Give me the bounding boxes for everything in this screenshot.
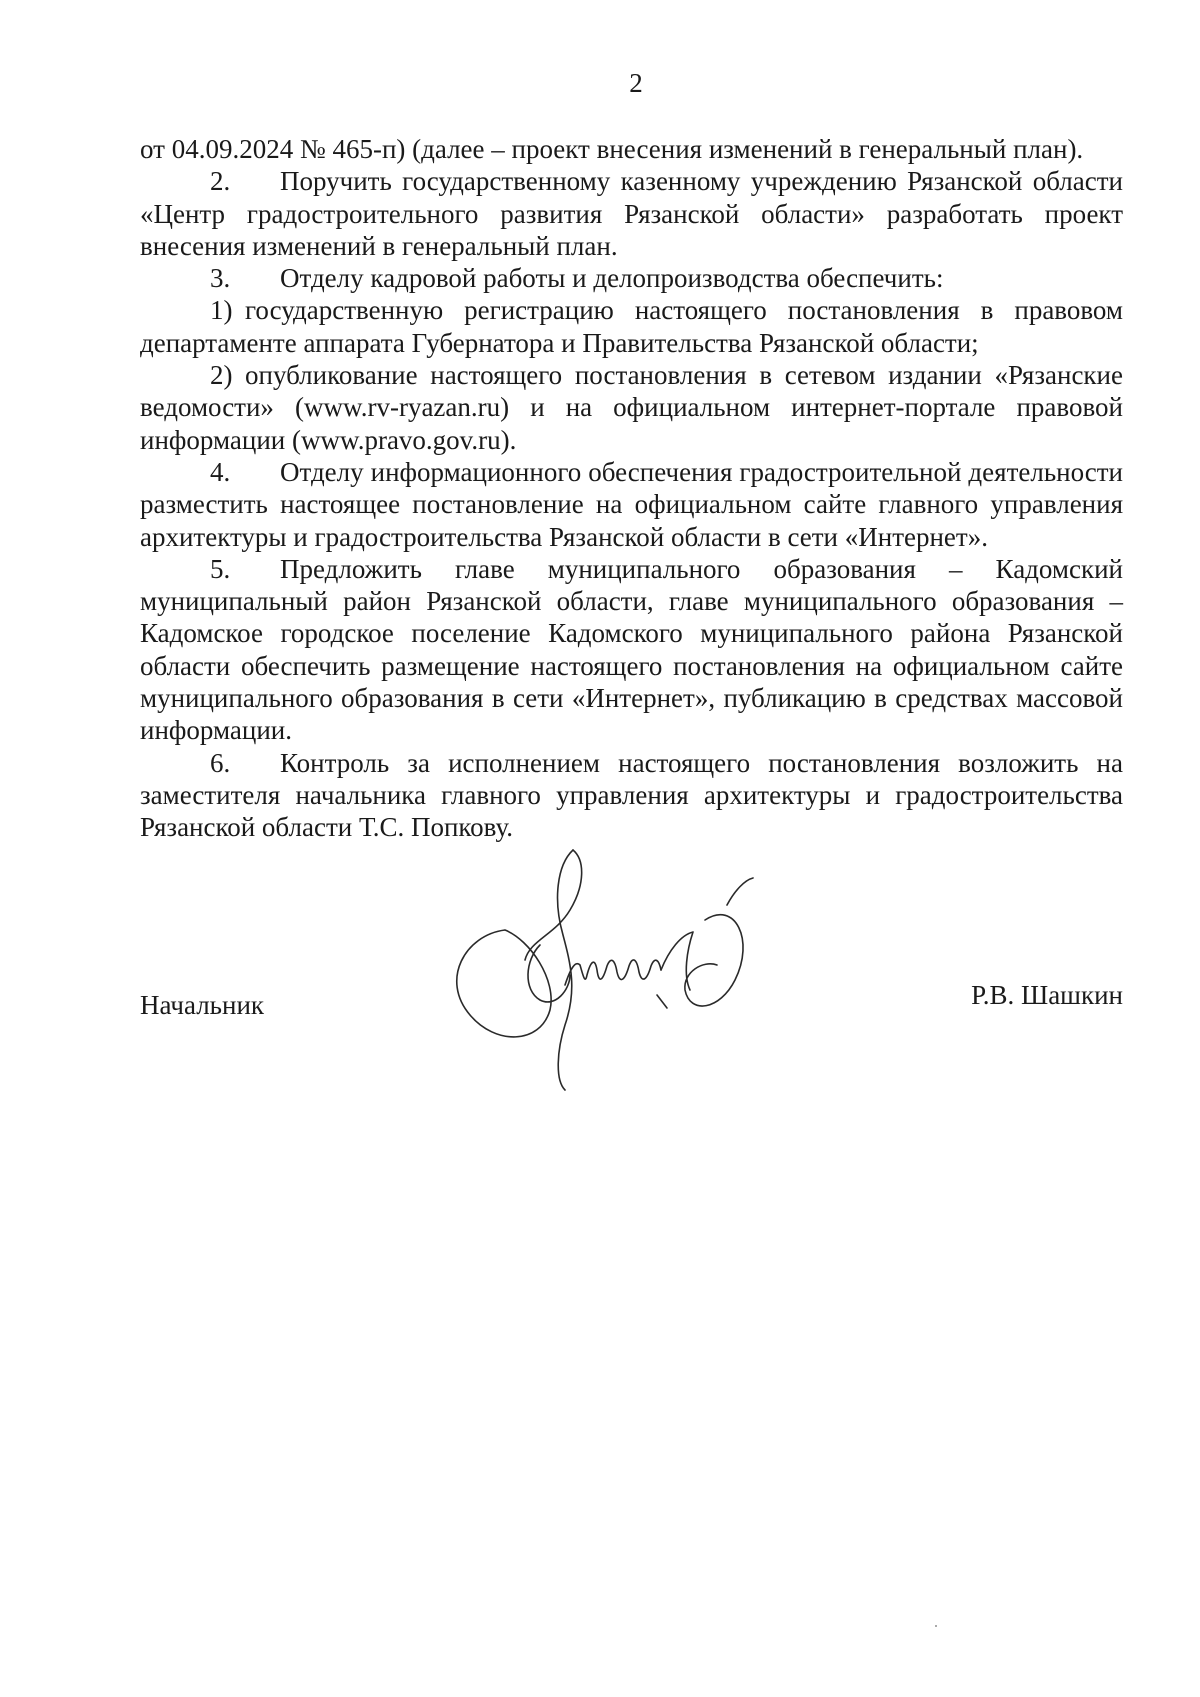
page-number: 2: [629, 68, 643, 98]
paragraph-3-number: 3.: [210, 263, 231, 294]
paragraph-3: [140, 262, 1123, 294]
paragraph-4-text: Отделу информационного обеспечения градостроительной деятельности разместить настоящее постановление на официальном сайте главного управления архитектуры и градостроительства Рязанской области в сети «Интернет».: [140, 456, 1123, 552]
signatory-name: Р.В. Шашкин: [971, 980, 1123, 1010]
paragraph-3-2: [140, 359, 1123, 456]
paragraph-3-1-text: государственную регистрацию настоящего постановления в правовом департаменте аппарата Губернатора и Правительства Рязанской области;: [140, 295, 1123, 358]
paragraph-6-number: 6.: [210, 747, 231, 778]
paragraph-2: [140, 165, 1123, 262]
paragraph-6: [140, 747, 1123, 844]
paragraph-continuation: от 04.09.2024 № 465-п) (далее – проект внесения изменений в генеральный план).: [140, 134, 1084, 164]
paragraph-3-2-text: опубликование настоящего постановления в сетевом издании «Рязанские ведомости» (www.rv-ryazan.ru) и на официальном интернет-портале правовой информации (www.pravo.gov.ru).: [140, 360, 1123, 455]
paragraph-4-number: 4.: [210, 456, 231, 487]
paragraph-5-text: Предложить главе муниципального образования – Кадомский муниципальный район Рязанской области, главе муниципального образования – Кадомское городское поселение Кадомского муниципального района Рязанской области обеспечить размещение настоящего постановления на официальном сайте муниципального образования в сети «Интернет», публикацию в средствах массовой информации.: [140, 553, 1123, 746]
document-body: [140, 133, 1123, 844]
signatory-position: Начальник: [140, 990, 265, 1020]
scan-speck: [935, 1625, 937, 1627]
paragraph-6-text: Контроль за исполнением настоящего постановления возложить на заместителя начальника главного управления архитектуры и градостроительства Рязанской области Т.С. Попкову.: [140, 747, 1123, 843]
paragraph-5-number: 5.: [210, 553, 231, 584]
paragraph-3-2-number: 2): [210, 360, 233, 391]
paragraph-3-1: [140, 294, 1123, 359]
paragraph-5: [140, 553, 1123, 747]
signature-block: [0, 980, 1200, 1030]
paragraph-2-text: Поручить государственному казенному учреждению Рязанской области «Центр градостроительного развития Рязанской области» разработать проект внесения изменений в генеральный план.: [140, 166, 1123, 261]
paragraph-2-number: 2.: [210, 166, 231, 197]
paragraph-4: [140, 456, 1123, 553]
paragraph-3-1-number: 1): [210, 295, 233, 326]
paragraph-3-text: Отделу кадровой работы и делопроизводства обеспечить:: [280, 263, 944, 294]
handwritten-signature: [445, 840, 775, 1100]
